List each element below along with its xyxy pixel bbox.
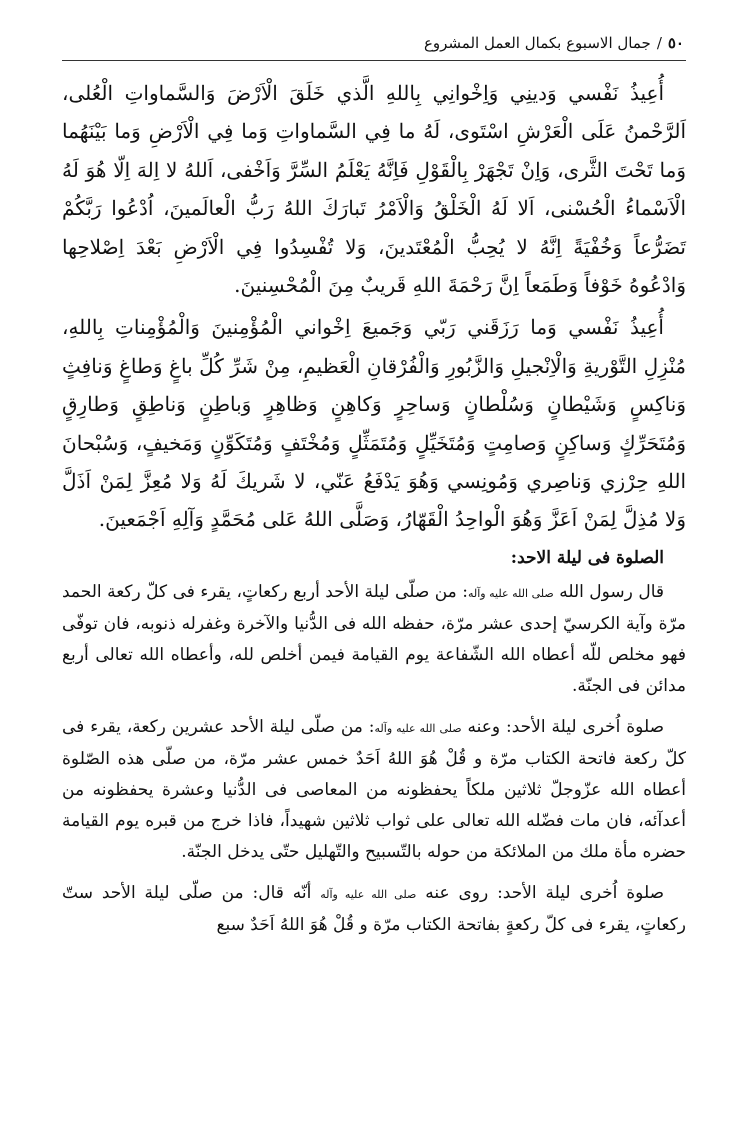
- page-body: [62, 74, 686, 941]
- dua-paragraph: أُعِيذُ نَفْسي وَما رَزَقَني رَبّي وَجَميعَ اِخْواني الْمُؤْمِنينَ وَالْمُؤْمِناتِ بِاللهِ، مُنْزِلِ التَّوْريةِ وَالْاِنْجيلِ وَالزَّبُورِ وَالْفُرْقانِ الْعَظيمِ، مِنْ شَرِّ كُلِّ باغٍ وَطاغٍ وَنافِثٍ وَناكِسٍ وَشَيْطانٍ وَسُلْطانٍ وَساحِرٍ وَكاهِنٍ وَظاهِرٍ وَباطِنٍ وَناطِقٍ وَطارِقٍ وَمُتَحَرِّكٍ وَساكِنٍ وَصامِتٍ وَمُتَخَيِّلٍ وَمُتَمَثِّلٍ وَمُخْتَفٍ وَمُتَكَوِّنٍ وَمَخيفٍ، وَسُبْحانَ اللهِ حِرْزي وَناصِري وَمُونِسي وَهُوَ يَدْفَعُ عَنّي، لا شَريكَ لَهُ وَلا مُعِزَّ لِمَنْ اَذَلَّ وَلا مُذِلَّ لِمَنْ اَعَزَّ وَهُوَ الْواحِدُ الْقَهّارُ، وَصَلَّى اللهُ عَلى مُحَمَّدٍ وَآلِهِ اَجْمَعينَ.: [62, 315, 686, 532]
- section-heading: الصلوة فى ليلة الاحد:: [510, 547, 664, 568]
- prayer-paragraph: [62, 712, 686, 868]
- salawat-mark: صلى الله عليه وآله: [320, 887, 417, 901]
- header-rule: [62, 60, 686, 61]
- salawat-mark: صلى الله عليه وآله: [374, 721, 462, 735]
- salawat-mark: صلى الله عليه وآله: [467, 586, 554, 600]
- page-number: ٥٠: [667, 34, 684, 52]
- dua-paragraph: أُعِيذُ نَفْسي وَدينِي وَاِخْوانِي بِاللهِ الَّذي خَلَقَ الْاَرْضَ وَالسَّماواتِ الْعُلى، اَلرَّحْمنُ عَلَى الْعَرْشِ اسْتَوى، لَهُ ما فِي السَّماواتِ وَما فِي الْاَرْضِ وَما بَيْنَهُما وَما تَحْتَ الثَّرى، وَاِنْ تَجْهَرْ بِالْقَوْلِ فَاِنَّهُ يَعْلَمُ السِّرَّ وَاَخْفى، اَللهُ لا اِلهَ اِلّا هُوَ لَهُ الْاَسْماءُ الْحُسْنى، اَلا لَهُ الْخَلْقُ وَالْاَمْرُ تَبارَكَ اللهُ رَبُّ الْعالَمينَ، اُدْعُوا رَبَّكُمْ تَضَرُّعاً وَخُفْيَةً اِنَّهُ لا يُحِبُّ الْمُعْتَدينَ، وَلا تُفْسِدُوا فِي الْاَرْضِ بَعْدَ اِصْلاحِها وَادْعُوهُ خَوْفاً وَطَمَعاً اِنَّ رَحْمَةَ اللهِ قَريبٌ مِنَ الْمُحْسِنينَ.: [62, 81, 686, 298]
- prayer-paragraph: [62, 878, 686, 941]
- paragraph-text: : من صلّى ليلة الأحد أربع ركعاتٍ، يقرء فى كلّ ركعة الحمد مرّة وآية الكرسيّ إحدى عشر مرّة، حفظه الله فى الدُّنيا والآخرة وغفرله ذنوبه، فان توفّى فهو مخلص للّه أعطاه الله الشّفاعة يوم القيامة فيمن أخلص لله، وأعطاه الله تعالى أربع مدائن فى الجنّة.: [62, 581, 686, 696]
- book-title: جمال الاسبوع بكمال العمل المشروع: [423, 34, 651, 52]
- running-header: [62, 34, 684, 56]
- paragraph-text: أنّه قال: من صلّى ليلة الأحد ستّ ركعاتٍ، يقرء فى كلّ ركعةٍ بفاتحة الكتاب مرّة و قُلْ هُوَ اللهُ اَحَدٌ سبع: [62, 882, 686, 935]
- header-separator: /: [656, 34, 662, 52]
- paragraph-text: صلوة اُخرى ليلة الأحد: وعنه: [467, 716, 665, 737]
- paragraph-text: : من صلّى ليلة الأحد عشرين ركعة، يقرء فى كلّ ركعة فاتحة الكتاب مرّة و قُلْ هُوَ اللهُ اَحَدٌ خمس عشر مرّة، من صلّى هذه الصّلوة أعطاه الله عزّوجلّ ثلاثين ملكاً يحفظونه من المعاصى فى الدُّنيا وعشرة يحفظونه من أعدآئه، فان مات فضّله الله تعالى على ثواب ثلاثين شهيداً، فاذا خرج من قبره يوم القيامة حضره مأة ملك من الملائكة من حوله بالتّسبيح والتّهليل حتّى يدخل الجنّة.: [62, 716, 686, 862]
- paragraph-text: صلوة اُخرى ليلة الأحد: روى عنه: [425, 882, 665, 903]
- prayer-paragraph: [62, 577, 686, 702]
- paragraph-text: قال رسول الله: [559, 581, 664, 602]
